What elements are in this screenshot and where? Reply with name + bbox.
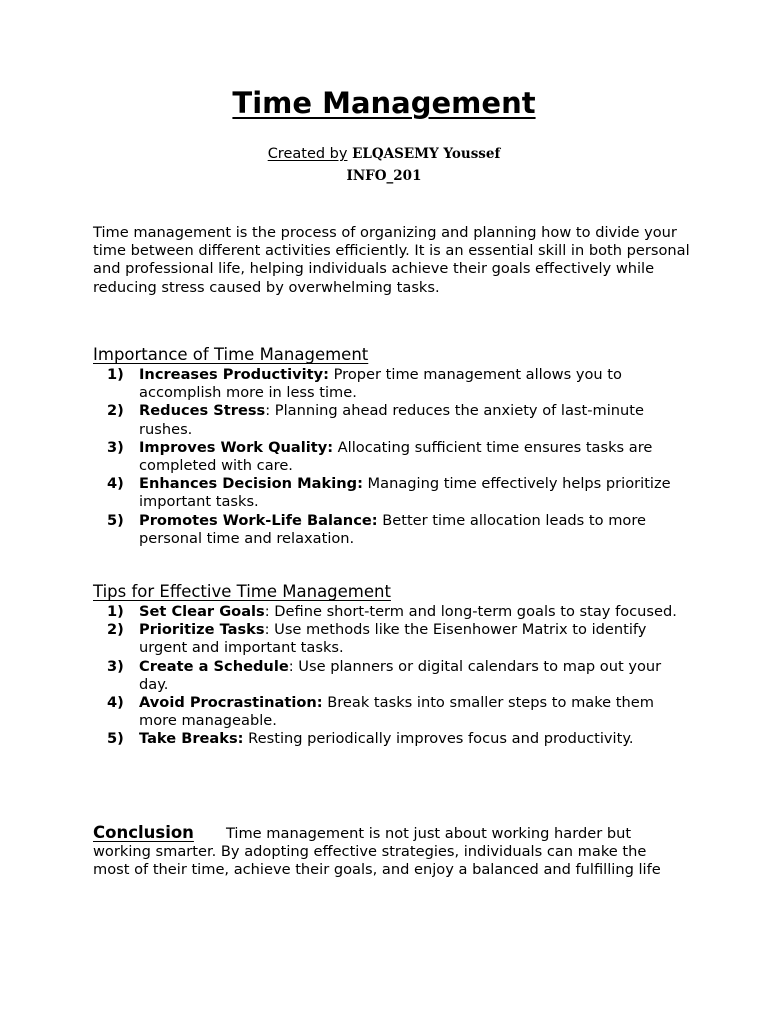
list-number: 2) xyxy=(107,621,124,639)
list-term: Reduces Stress xyxy=(139,402,266,420)
list-item xyxy=(93,475,683,511)
list-term: Avoid Procrastination: xyxy=(139,694,323,712)
list-item xyxy=(93,621,683,657)
list-number: 1) xyxy=(107,603,124,620)
list-number: 3) xyxy=(107,438,124,456)
tips-list xyxy=(93,603,683,749)
list-term: Create a Schedule xyxy=(139,657,289,675)
list-number: 5) xyxy=(107,730,124,748)
list-text: : Define short-term and long-term goals to stay focused. xyxy=(264,603,677,620)
list-number: 3) xyxy=(107,657,124,675)
list-term: Promotes Work-Life Balance: xyxy=(139,511,378,529)
tips-heading: Tips for Effective Time Management xyxy=(93,582,391,601)
importance-heading: Importance of Time Management xyxy=(93,345,369,364)
list-item xyxy=(93,658,683,694)
list-text: : Use planners or digital calendars to map out your day. xyxy=(139,657,662,693)
list-number: 2) xyxy=(107,402,124,420)
document-title: Time Management xyxy=(232,86,536,120)
list-number: 4) xyxy=(107,475,124,493)
list-text: : Use methods like the Eisenhower Matrix to identify urgent and important tasks. xyxy=(139,621,647,657)
conclusion-text: Time management is not just about working harder but working smarter. By adopting effective strategies, individuals can make the most of their time, achieve their goals, and enjoy a balanced and fulfilling life xyxy=(93,825,661,879)
list-item xyxy=(93,439,683,475)
importance-list xyxy=(93,366,683,548)
list-item xyxy=(93,730,683,748)
list-number: 4) xyxy=(107,694,124,712)
byline xyxy=(0,146,768,162)
conclusion-heading: Conclusion xyxy=(93,823,194,842)
list-term: Prioritize Tasks xyxy=(139,621,265,639)
list-term: Set Clear Goals xyxy=(139,603,265,620)
list-item xyxy=(93,402,683,438)
list-term: Improves Work Quality: xyxy=(139,438,334,456)
list-item xyxy=(93,512,683,548)
conclusion-paragraph xyxy=(93,824,673,880)
list-number: 5) xyxy=(107,511,124,529)
author-name: ELQASEMY Youssef xyxy=(352,146,501,162)
list-item xyxy=(93,694,683,730)
list-item xyxy=(93,366,683,402)
list-item xyxy=(93,603,683,621)
list-term: Take Breaks: xyxy=(139,730,244,748)
list-text: Allocating sufficient time ensures tasks are completed with care. xyxy=(139,438,653,475)
list-term: Enhances Decision Making: xyxy=(139,475,363,493)
course-code: INFO_201 xyxy=(346,168,422,184)
list-text: Break tasks into smaller steps to make them more manageable. xyxy=(139,694,654,730)
list-term: Increases Productivity: xyxy=(139,366,329,383)
list-text: Managing time effectively helps prioritize important tasks. xyxy=(139,475,671,511)
list-text: Resting periodically improves focus and productivity. xyxy=(243,730,634,748)
list-text: Proper time management allows you to accomplish more in less time. xyxy=(139,366,622,402)
intro-paragraph: Time management is the process of organizing and planning how to divide your time between different activities efficiently. It is an essential skill in both personal and professional life, helping individuals achieve their goals effectively while reducing stress caused by overwhelming tasks. xyxy=(93,224,690,296)
list-number: 1) xyxy=(107,366,124,383)
created-by-label: Created by xyxy=(267,146,348,162)
list-text: Better time allocation leads to more personal time and relaxation. xyxy=(139,511,647,547)
list-text: : Planning ahead reduces the anxiety of last-minute rushes. xyxy=(139,402,644,438)
